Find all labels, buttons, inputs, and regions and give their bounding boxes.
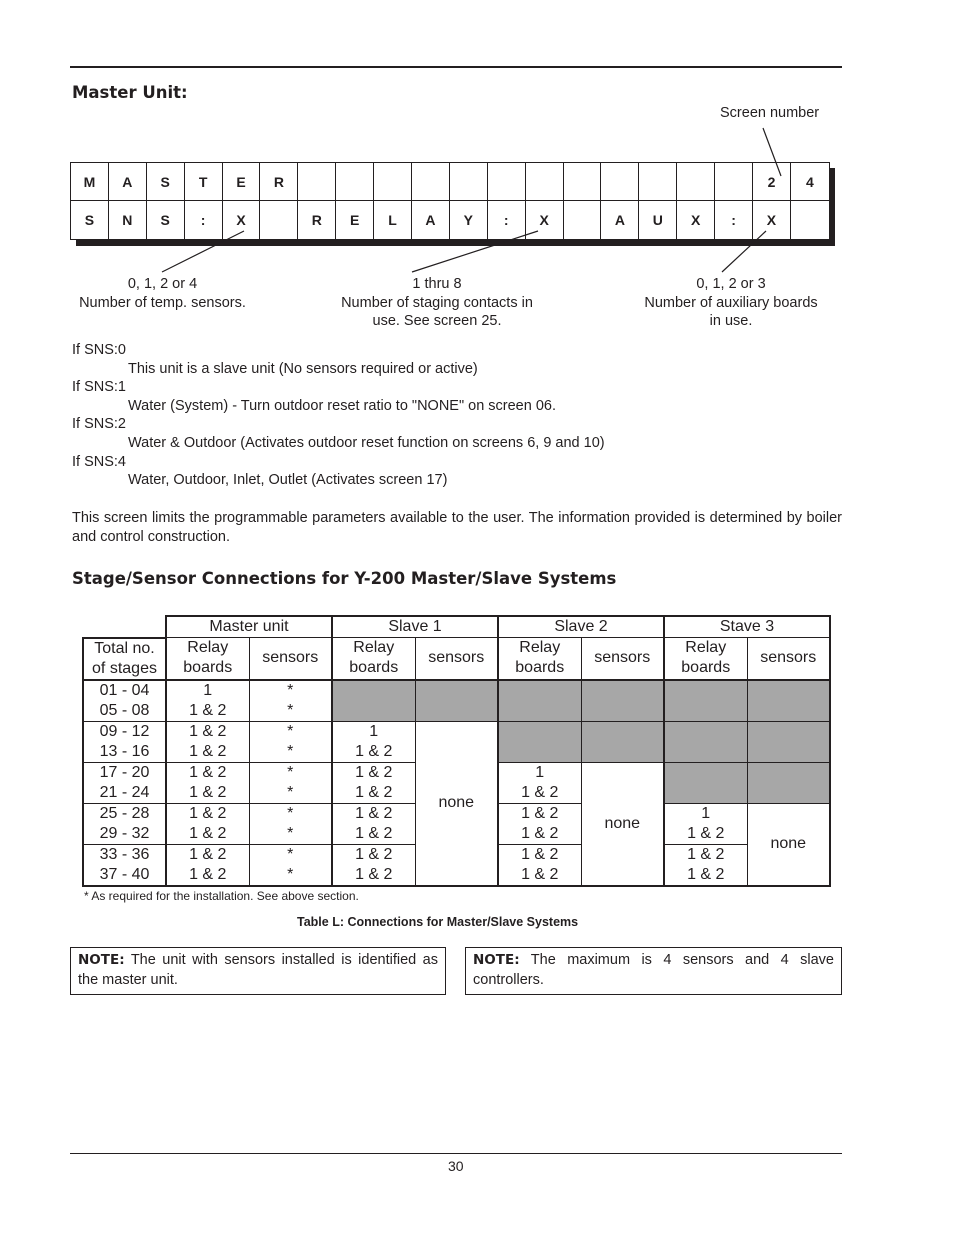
callout-aux-desc2: in use. (709, 313, 753, 330)
master-sensors: * (249, 803, 332, 824)
relay-l1: Relay (519, 639, 561, 657)
stage-range: 25 - 28 (83, 803, 166, 824)
lcd-cell: M (71, 163, 109, 201)
callout-relay-value: 1 thru 8 (412, 276, 462, 292)
grey-cell (747, 762, 830, 803)
stage-range: 17 - 20 (83, 762, 166, 783)
master-relay: 1 & 2 (166, 865, 249, 886)
slave2-relay: 1 & 2 (498, 803, 581, 824)
slave1-relay: 1 & 2 (332, 783, 415, 804)
table-footnote: * As required for the installation. See above section. (84, 889, 359, 903)
header-total-stages (83, 638, 166, 680)
note-master-unit (70, 947, 446, 995)
master-sensors: * (249, 762, 332, 783)
note-text: The maximum is 4 sensors and 4 slave controllers. (473, 952, 834, 988)
description-paragraph: This screen limits the programmable parameters available to the user. The information provided is determined by boiler and control construction. (72, 510, 842, 545)
header-master-sensors: sensors (249, 638, 332, 680)
grey-cell (498, 680, 581, 722)
master-sensors: * (249, 783, 332, 804)
stage-range: 29 - 32 (83, 824, 166, 845)
master-relay: 1 & 2 (166, 803, 249, 824)
note-label: NOTE: (78, 952, 125, 968)
grey-cell (332, 680, 415, 722)
master-relay: 1 & 2 (166, 762, 249, 783)
table-row (83, 680, 830, 701)
relay-l2: boards (349, 659, 399, 677)
slave1-relay: 1 & 2 (332, 803, 415, 824)
lcd-cell: E (336, 201, 374, 239)
callout-sns (60, 275, 265, 312)
sns-desc: Water, Outdoor, Inlet, Outlet (Activates screen 17) (128, 472, 448, 489)
sns-list (72, 341, 832, 490)
callout-aux-value: 0, 1, 2 or 3 (696, 276, 766, 292)
master-sensors: * (249, 865, 332, 886)
sns-cond: If SNS:0 (72, 342, 126, 358)
lcd-cell: X (677, 201, 715, 239)
slave1-sensors-none: none (415, 721, 498, 886)
master-sensors: * (249, 701, 332, 722)
header-slave2-sensors: sensors (581, 638, 664, 680)
stage-range: 13 - 16 (83, 742, 166, 763)
grey-cell (581, 721, 664, 762)
lcd-cell: X (223, 201, 261, 239)
lcd-cell: R (298, 201, 336, 239)
stage-range: 21 - 24 (83, 783, 166, 804)
master-relay: 1 & 2 (166, 783, 249, 804)
stage-range: 01 - 04 (83, 680, 166, 701)
lcd-cell: X (526, 201, 564, 239)
slave2-relay: 1 & 2 (498, 844, 581, 865)
lcd-cell: N (109, 201, 147, 239)
slave2-relay: 1 (498, 762, 581, 783)
header-total-l1: Total no. (94, 639, 155, 657)
leader-lines (0, 0, 954, 300)
grey-cell (747, 721, 830, 762)
slave2-relay: 1 & 2 (498, 824, 581, 845)
lcd-cell: Y (450, 201, 488, 239)
slave2-sensors-none: none (581, 762, 664, 886)
master-relay: 1 (166, 680, 249, 701)
sns-desc: This unit is a slave unit (No sensors required or active) (128, 360, 478, 377)
slave3-relay: 1 & 2 (664, 865, 747, 886)
master-relay: 1 & 2 (166, 824, 249, 845)
lcd-cell: X (753, 201, 791, 239)
lcd-cell: E (223, 163, 261, 201)
lcd-cell: R (260, 163, 298, 201)
header-slave3-sensors: sensors (747, 638, 830, 680)
stage-range: 33 - 36 (83, 844, 166, 865)
slave1-relay: 1 & 2 (332, 844, 415, 865)
master-relay: 1 & 2 (166, 844, 249, 865)
table-corner (83, 616, 166, 638)
sns-cond: If SNS:4 (72, 453, 126, 470)
grey-cell (498, 721, 581, 762)
relay-l1: Relay (187, 639, 229, 657)
lcd-cell: : (185, 201, 223, 239)
master-sensors: * (249, 742, 332, 763)
callout-aux (626, 275, 836, 331)
table-caption: Table L: Connections for Master/Slave Systems (297, 915, 579, 929)
slave2-relay: 1 & 2 (498, 865, 581, 886)
grey-cell (664, 680, 747, 722)
relay-l1: Relay (685, 639, 727, 657)
stage-range: 09 - 12 (83, 721, 166, 742)
stage-range: 37 - 40 (83, 865, 166, 886)
callout-relay-desc2: use. See screen 25. (372, 313, 502, 330)
header-slave-2: Slave 2 (498, 616, 664, 638)
master-sensors: * (249, 680, 332, 701)
slave1-relay: 1 (332, 721, 415, 742)
grey-cell (747, 680, 830, 722)
relay-l1: Relay (353, 639, 395, 657)
note-maximum (465, 947, 842, 995)
master-sensors: * (249, 844, 332, 865)
header-master-unit: Master unit (166, 616, 332, 638)
master-sensors: * (249, 824, 332, 845)
lcd-cell: S (147, 201, 185, 239)
leader-sns (162, 231, 244, 272)
lcd-cell: T (185, 163, 223, 201)
sns-cond: If SNS:2 (72, 416, 126, 433)
lcd-cell: 2 (753, 163, 791, 201)
slave3-relay: 1 (664, 803, 747, 824)
lcd-cell: S (71, 201, 109, 239)
lcd-cell: 4 (791, 163, 829, 201)
master-relay: 1 & 2 (166, 701, 249, 722)
lcd-cell: A (109, 163, 147, 201)
lcd-cell: : (488, 201, 526, 239)
sns-cond: If SNS:1 (72, 379, 126, 396)
lcd-cell: U (639, 201, 677, 239)
slave3-relay: 1 & 2 (664, 844, 747, 865)
header-slave-3: Stave 3 (664, 616, 830, 638)
relay-l2: boards (183, 659, 233, 677)
master-relay: 1 & 2 (166, 721, 249, 742)
header-slave-1: Slave 1 (332, 616, 498, 638)
grey-cell (415, 680, 498, 722)
page-title: Master Unit: (72, 83, 188, 102)
slave2-relay: 1 & 2 (498, 783, 581, 804)
callout-sns-desc: Number of temp. sensors. (79, 294, 246, 311)
slave1-relay: 1 & 2 (332, 865, 415, 886)
grey-cell (581, 680, 664, 722)
note-text: The unit with sensors installed is identified as the master unit. (78, 952, 438, 988)
bottom-rule (70, 1153, 842, 1154)
slave3-sensors-none: none (747, 803, 830, 886)
header-slave3-relay (664, 638, 747, 680)
callout-sns-value: 0, 1, 2 or 4 (127, 276, 198, 292)
header-slave1-relay (332, 638, 415, 680)
lcd-cell: L (374, 201, 412, 239)
slave3-relay: 1 & 2 (664, 824, 747, 845)
slave1-relay: 1 & 2 (332, 762, 415, 783)
leader-relay (412, 231, 538, 272)
lcd-cell: : (715, 201, 753, 239)
stage-range: 05 - 08 (83, 701, 166, 722)
lcd-cell: A (601, 201, 639, 239)
page-number: 30 (448, 1158, 464, 1174)
grey-cell (664, 762, 747, 803)
header-slave2-relay (498, 638, 581, 680)
slave1-relay: 1 & 2 (332, 824, 415, 845)
header-slave1-sensors: sensors (415, 638, 498, 680)
callout-relay (322, 275, 552, 331)
slave1-relay: 1 & 2 (332, 742, 415, 763)
leader-screen-number (763, 128, 781, 176)
lcd-cell: S (147, 163, 185, 201)
header-master-relay (166, 638, 249, 680)
connections-table (82, 615, 831, 887)
note-label: NOTE: (473, 952, 520, 968)
leader-aux (722, 231, 766, 272)
master-relay: 1 & 2 (166, 742, 249, 763)
relay-l2: boards (515, 659, 565, 677)
lcd-cell: A (412, 201, 450, 239)
sns-desc: Water (System) - Turn outdoor reset ratio to "NONE" on screen 06. (128, 397, 556, 414)
header-total-l2: of stages (92, 659, 157, 677)
grey-cell (664, 721, 747, 762)
callout-relay-desc: Number of staging contacts in (341, 294, 533, 311)
table-row (83, 721, 830, 742)
master-sensors: * (249, 721, 332, 742)
callout-aux-desc: Number of auxiliary boards (644, 294, 818, 311)
relay-l2: boards (681, 659, 731, 677)
section-title: Stage/Sensor Connections for Y-200 Master/Slave Systems (72, 569, 617, 588)
screen-number-label: Screen number (720, 105, 820, 121)
sns-desc: Water & Outdoor (Activates outdoor reset function on screens 6, 9 and 10) (128, 434, 605, 451)
